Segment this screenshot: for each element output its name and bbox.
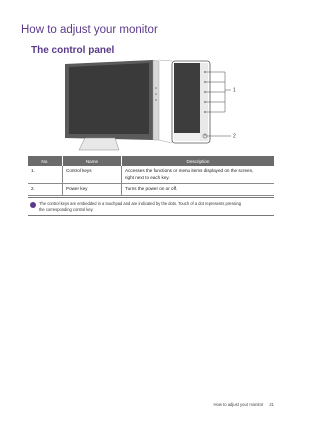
- table-row: [28, 184, 274, 196]
- row-description: Turns the power on or off.: [122, 184, 275, 196]
- monitor-stand: [79, 138, 119, 150]
- row-name: Power key: [63, 184, 122, 196]
- info-icon: [30, 202, 36, 208]
- footer-label: How to adjust your monitor: [213, 402, 264, 407]
- monitor-control-panel-illustration: [55, 58, 255, 153]
- row-name: Control keys: [63, 166, 122, 184]
- row-description: Accesses the functions or menu items displayed on the screen, right next to each key.: [122, 166, 275, 184]
- callout-2: 2: [233, 133, 236, 140]
- monitor-screen: [69, 63, 149, 134]
- control-panel-table: [28, 156, 274, 196]
- page-title: How to adjust your monitor: [21, 24, 158, 36]
- table-header-row: [28, 156, 274, 166]
- section-title: The control panel: [31, 45, 115, 56]
- page-footer: [214, 402, 274, 407]
- note-box: [28, 197, 274, 216]
- note-text: The control keys are embedded in a touchpad and are indicated by the dots. Touch of a dot represents pressing the corresponding control key.: [39, 201, 242, 212]
- header-description: Description: [122, 156, 275, 166]
- header-name: Name: [63, 156, 122, 166]
- table-row: [28, 166, 274, 184]
- page-number: 21: [269, 402, 274, 407]
- callout-1: 1: [233, 87, 236, 94]
- row-no: 2.: [28, 184, 63, 196]
- row-no: 1.: [28, 166, 63, 184]
- header-no: No.: [28, 156, 63, 166]
